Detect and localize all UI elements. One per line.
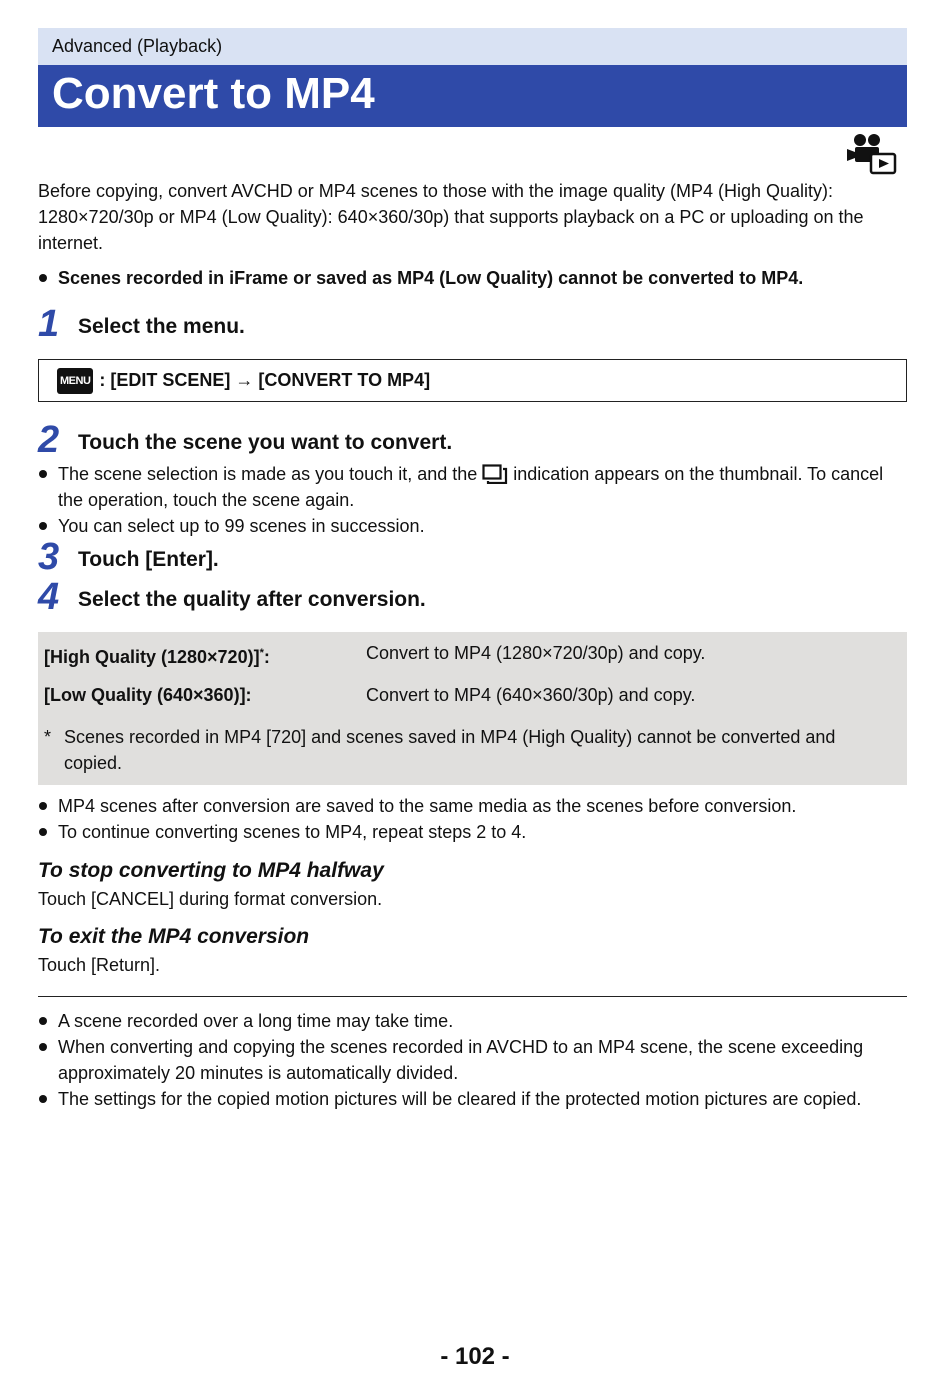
- step-2: [38, 420, 907, 460]
- title-banner: [38, 65, 907, 127]
- footnote-mark: *: [259, 647, 264, 659]
- page-number: - 102 -: [440, 1343, 510, 1370]
- quality-description: Convert to MP4 (1280×720/30p) and copy.: [366, 643, 706, 663]
- step-2-bullets: [38, 461, 907, 539]
- step-4: [38, 577, 907, 617]
- video-playback-mode-icon: [847, 132, 897, 176]
- list-item: To continue converting scenes to MP4, repeat steps 2 to 4.: [38, 819, 907, 845]
- list-item: You can select up to 99 scenes in succession.: [38, 513, 907, 539]
- warning-item: Scenes recorded in iFrame or saved as MP4 (Low Quality) cannot be converted to MP4.: [38, 265, 907, 291]
- menu-path-box: [38, 359, 907, 402]
- bullet-text-before: The scene selection is made as you touch it, and the: [58, 464, 478, 484]
- quality-label-text: [High Quality (1280×720)]: [44, 647, 260, 667]
- step-number: 1: [38, 303, 60, 345]
- divider: [38, 996, 907, 997]
- quality-options-box: [38, 632, 907, 785]
- list-item: MP4 scenes after conversion are saved to the same media as the scenes before conversion.: [38, 793, 907, 819]
- list-item: The settings for the copied motion pictures will be cleared if the protected motion pictures are copied.: [38, 1086, 907, 1112]
- bullet-text-after: indication appears on the thumbnail. To cancel the operation, touch the scene again.: [58, 464, 884, 510]
- exit-heading: To exit the MP4 conversion: [38, 925, 310, 948]
- label-colon: :: [263, 647, 270, 667]
- step-text: Touch the scene you want to convert.: [78, 431, 453, 454]
- quality-label: [Low Quality (640×360)]:: [44, 685, 252, 705]
- step-3: [38, 537, 907, 577]
- stop-text: Touch [CANCEL] during format conversion.: [38, 889, 383, 909]
- step-number: 4: [38, 576, 60, 618]
- quality-label: [44, 640, 270, 670]
- list-item: [38, 461, 907, 513]
- step-text: Select the quality after conversion.: [78, 588, 426, 611]
- manual-page: [38, 28, 907, 1109]
- list-item: A scene recorded over a long time may take time.: [38, 1008, 907, 1034]
- step-text: Select the menu.: [78, 315, 245, 338]
- scene-selected-icon: [482, 464, 508, 484]
- page-title: Convert to MP4: [52, 69, 375, 118]
- step-text: Touch [Enter].: [78, 548, 219, 571]
- menu-key-icon: MENU: [57, 368, 93, 394]
- quality-description: Convert to MP4 (640×360/30p) and copy.: [366, 685, 696, 705]
- warning-list: [38, 265, 907, 291]
- intro-paragraph: Before copying, convert AVCHD or MP4 scenes to those with the image quality (MP4 (High Quality): 1280×720/30p or MP4 (Low Quality): 640×360/30p) that supports playback on a PC or uploading on the internet.: [38, 181, 864, 253]
- step-1: [38, 304, 907, 344]
- list-item: When converting and copying the scenes recorded in AVCHD to an MP4 scene, the scene exceeding approximately 20 minutes is automatically divided.: [38, 1034, 907, 1086]
- stop-heading: To stop converting to MP4 halfway: [38, 859, 384, 882]
- step-number: 3: [38, 536, 60, 578]
- quality-footnote: [44, 724, 894, 776]
- exit-text: Touch [Return].: [38, 955, 161, 975]
- footnote-mark: *: [44, 727, 52, 747]
- notes-list: [38, 1008, 907, 1112]
- section-label: Advanced (Playback): [52, 36, 223, 56]
- step-number: 2: [38, 419, 60, 461]
- section-header: [38, 28, 907, 65]
- after-conversion-bullets: [38, 793, 907, 845]
- menu-path-text: : [EDIT SCENE] → [CONVERT TO MP4]: [99, 370, 431, 390]
- footnote-text: Scenes recorded in MP4 [720] and scenes saved in MP4 (High Quality) cannot be converted and copied.: [64, 727, 836, 773]
